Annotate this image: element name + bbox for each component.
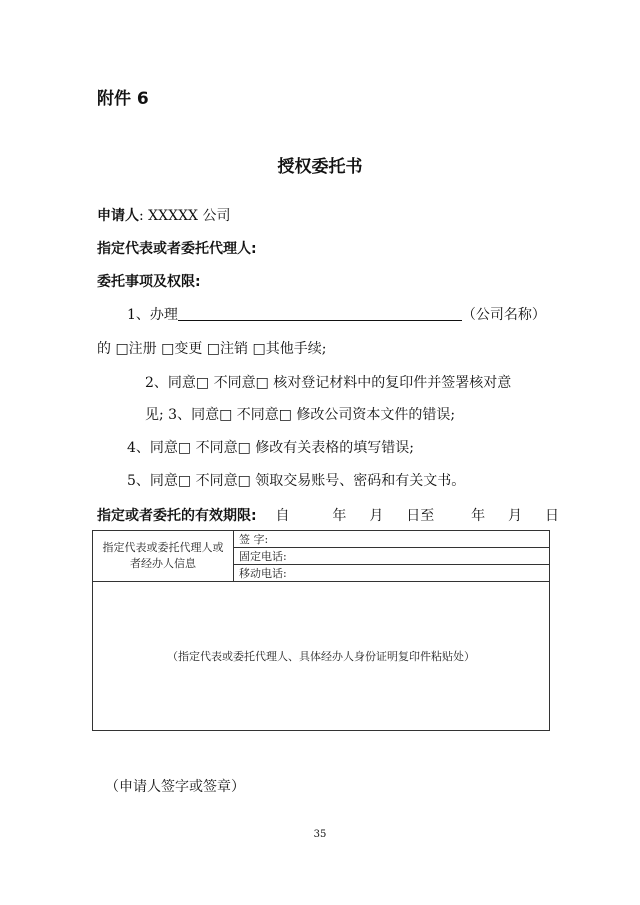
validity-year-2: 年 (471, 508, 486, 524)
agent-info-table (92, 530, 550, 731)
item-2-line-2: 见; 3、同意□ 不同意□ 修改公司资本文件的错误; (145, 407, 456, 423)
validity-label: 指定或者委托的有效期限: (97, 508, 257, 524)
applicant-colon: : (139, 208, 149, 224)
validity-line (97, 505, 559, 525)
item-1-line (127, 304, 546, 324)
applicant-line (97, 205, 230, 225)
item-1-options: 的 □注册 □变更 □注销 □其他手续; (97, 341, 327, 357)
validity-month-1: 月 (369, 508, 384, 524)
document-title: 授权委托书 (277, 157, 363, 177)
item-1-suffix: （公司名称） (461, 307, 546, 323)
signature-field[interactable]: 签 字: (234, 531, 550, 548)
item-4-line: 4、同意□ 不同意□ 修改有关表格的填写错误; (127, 440, 414, 456)
annex-label: 附件 6 (97, 89, 149, 109)
validity-month-2: 月 (508, 508, 523, 524)
item-1-prefix: 1、办理 (127, 307, 178, 323)
info-header-cell: 指定代表或委托代理人或者经办人信息 (93, 531, 234, 582)
validity-from: 自 (275, 508, 290, 524)
mobile-field[interactable]: 移动电话: (234, 565, 550, 582)
applicant-value: XXXXX 公司 (148, 208, 231, 224)
validity-year-1: 年 (332, 508, 347, 524)
item-2-line-1: 2、同意□ 不同意□ 核对登记材料中的复印件并签署核对意 (145, 375, 512, 391)
id-copy-paste-area: （指定代表或委托代理人、具体经办人身份证明复印件粘贴处） (93, 582, 550, 731)
applicant-signature-note: （申请人签字或签章） (105, 779, 245, 795)
matters-label: 委托事项及权限: (97, 274, 201, 290)
applicant-label: 申请人 (97, 208, 139, 224)
landline-field[interactable]: 固定电话: (234, 548, 550, 565)
item-5-line: 5、同意□ 不同意□ 领取交易账号、密码和有关文书。 (127, 473, 466, 489)
validity-day-1: 日至 (406, 508, 435, 524)
agent-label: 指定代表或者委托代理人: (97, 241, 257, 257)
page-number: 35 (313, 829, 327, 840)
company-name-blank[interactable] (178, 306, 462, 321)
validity-day-2: 日 (544, 508, 559, 524)
